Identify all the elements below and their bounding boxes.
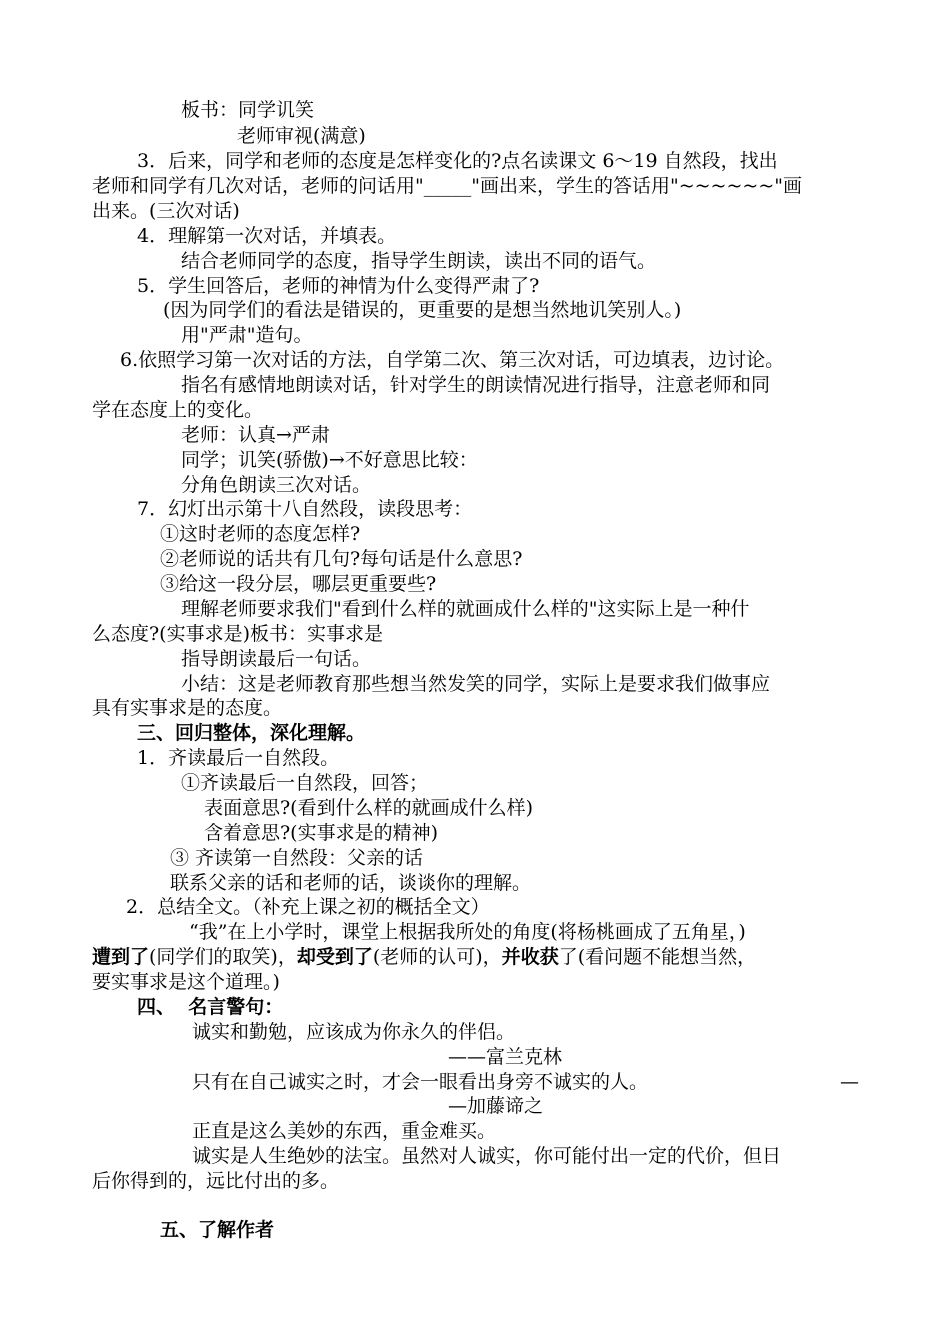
recap-text-2: (老师的认可)， [372, 946, 502, 968]
quote-3: 正直是这么美妙的东西，重金难买。 [192, 1120, 497, 1142]
recap-text-1: (同学们的取笑)， [149, 946, 297, 968]
step-3-line-3: 出来。(三次对话) [92, 200, 240, 222]
step-3-line-2: 老师和同学有几次对话，老师的问话用"_____"画出来，学生的答话用"~~~~~~"画 [92, 175, 802, 197]
step-5-answer: (因为同学们的看法是错误的，更重要的是想当然地讥笑别人。) [163, 299, 682, 321]
section-5-heading: 五、了解作者 [160, 1219, 275, 1241]
recap-bold-2: 却受到了 [296, 946, 373, 968]
section-3-heading: 三、回归整体，深化理解。 [137, 722, 366, 744]
recap-bold-3: 并收获 [501, 946, 559, 968]
question-3: ③给这一段分层，哪层更重要些? [160, 573, 437, 595]
connect-understanding: 联系父亲的话和老师的话，谈谈你的理解。 [170, 872, 532, 894]
role-reading: 分角色朗读三次对话。 [181, 474, 372, 496]
quote-4-line-1: 诚实是人生绝妙的法宝。虽然对人诚实，你可能付出一定的代价，但日 [192, 1145, 782, 1167]
student-change: 同学；讥笑(骄傲)→不好意思比较： [181, 449, 478, 471]
recap-bold-1: 遭到了 [92, 946, 150, 968]
step-6: 6.依照学习第一次对话的方法，自学第二次、第三次对话，可边填表，边讨论。 [120, 349, 785, 371]
quote-4-line-2: 后你得到的，远比付出的多。 [92, 1170, 340, 1192]
question-2: ②老师说的话共有几句?每句话是什么意思? [160, 548, 523, 570]
step-6-guidance-2: 学在态度上的变化。 [92, 399, 264, 421]
recap-line-3: 要实事求是这个道理。) [92, 971, 280, 993]
step-5-sentence: 用"严肃"造句。 [181, 324, 313, 346]
section-3-item-1-a: ①齐读最后一自然段，回答； [181, 772, 429, 794]
section-3-item-2: 2．总结全文。（补充上课之初的概括全文） [126, 896, 490, 918]
implied-meaning: 含着意思?(实事求是的精神) [204, 822, 439, 844]
step-6-guidance-1: 指名有感情地朗读对话，针对学生的朗读情况进行指导，注意老师和同 [181, 374, 771, 396]
quote-2-dash: — [840, 1071, 859, 1093]
summary-line-2: 具有实事求是的态度。 [92, 697, 283, 719]
section-3-item-1: 1．齐读最后一自然段。 [137, 747, 340, 769]
section-4-heading: 四、 名言警句： [137, 996, 284, 1018]
read-last-sentence: 指导朗读最后一句话。 [181, 648, 372, 670]
understanding-line-1: 理解老师要求我们"看到什么样的就画成什么样的"这实际上是一种什 [181, 598, 750, 620]
recap-text-3: 了(看问题不能想当然， [558, 946, 757, 968]
quote-2: 只有在自己诚实之时，才会一眼看出身旁不诚实的人。 [192, 1071, 649, 1093]
quote-2-author: —加藤谛之 [448, 1095, 544, 1117]
teacher-change: 老师：认真→严肃 [181, 424, 330, 446]
summary-line-1: 小结：这是老师教育那些想当然发笑的同学，实际上是要求我们做事应 [181, 673, 771, 695]
understanding-line-2: 么态度?(实事求是)板书：实事求是 [92, 623, 384, 645]
quote-1-author: ——富兰克林 [448, 1046, 563, 1068]
step-4-guidance: 结合老师同学的态度，指导学生朗读，读出不同的语气。 [181, 250, 657, 272]
recap-line-2 [92, 945, 756, 969]
board-note-teacher: 老师审视(满意) [237, 125, 366, 147]
step-3-line-1: 3．后来，同学和老师的态度是怎样变化的?点名读课文 6～19 自然段，找出 [137, 150, 778, 172]
recap-line-1: “我”在上小学时，课堂上根据我所处的角度(将杨桃画成了五角星，) [189, 921, 746, 943]
surface-meaning: 表面意思?(看到什么样的就画成什么样) [204, 797, 534, 819]
quote-1: 诚实和勤勉，应该成为你永久的伴侣。 [192, 1021, 516, 1043]
step-7: 7．幻灯出示第十八自然段，读段思考： [137, 498, 473, 520]
step-5: 5．学生回答后，老师的神情为什么变得严肃了? [137, 275, 540, 297]
section-3-item-1-c: ③ 齐读第一自然段：父亲的话 [170, 847, 424, 869]
step-4: 4．理解第一次对话，并填表。 [137, 225, 397, 247]
question-1: ①这时老师的态度怎样? [160, 523, 361, 545]
board-note-students: 板书：同学讥笑 [181, 99, 315, 121]
